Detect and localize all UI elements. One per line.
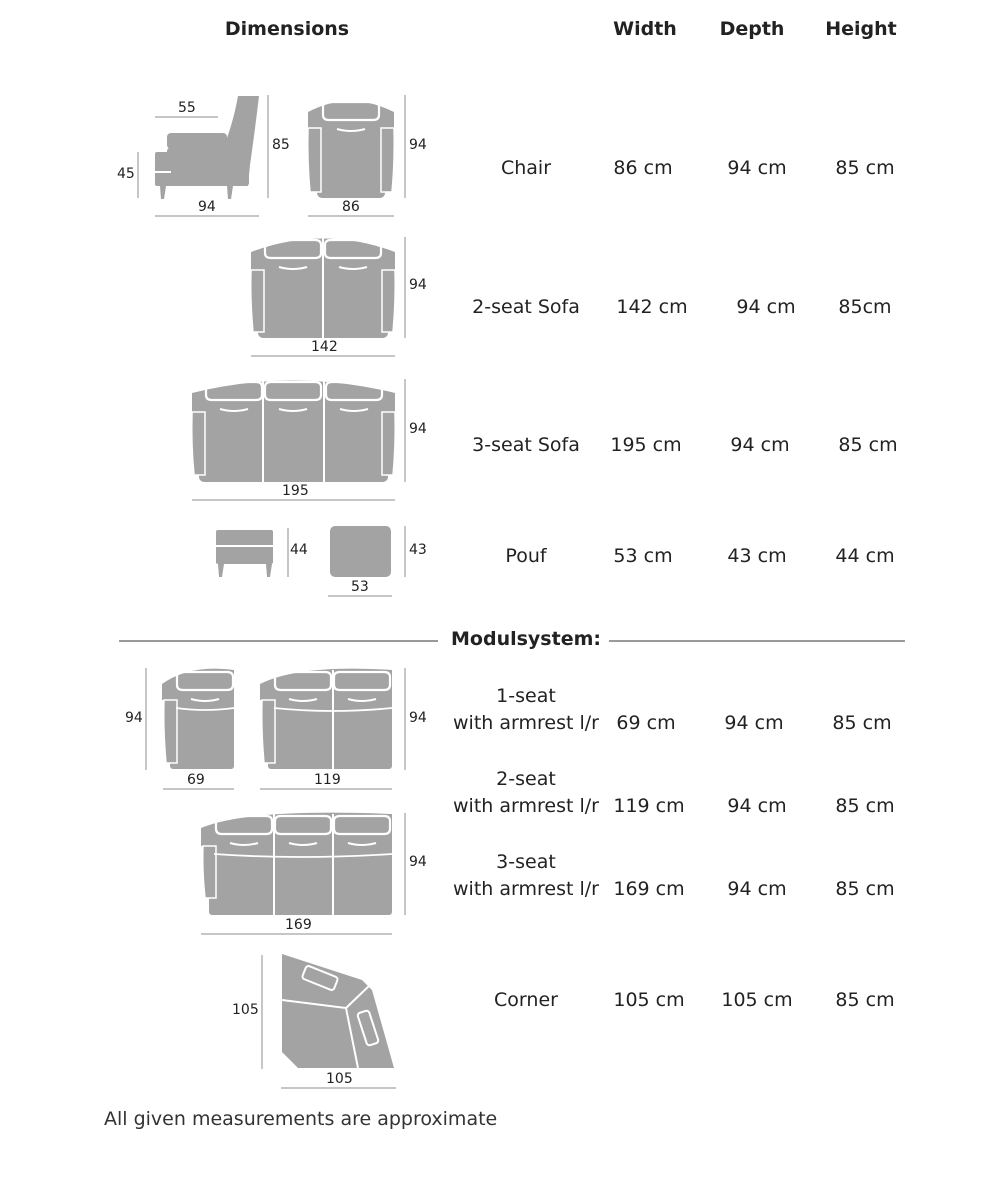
row-depth: 94 cm [736,296,796,318]
chair-side-view [138,95,268,216]
row-name: Pouf [505,545,547,567]
chair-side-height-label: 85 [272,137,290,153]
module-name-line2: with armrest l/r [453,878,599,900]
mod2-depth-label: 94 [409,710,427,726]
approximation-footnote: All given measurements are approximate [104,1108,498,1130]
module-depth: 94 cm [724,712,784,734]
module-height: 85 cm [835,878,895,900]
module-height: 85 cm [835,795,895,817]
row-width: 195 cm [610,434,682,456]
row-name: Chair [500,157,552,179]
row-height: 85cm [838,296,892,318]
module-name-line2: with armrest l/r [453,712,599,734]
module-height: 85 cm [835,989,895,1011]
module-width: 105 cm [613,989,685,1011]
mod3-width-label: 169 [285,917,312,933]
modulsystem-heading: Modulsystem: [451,628,601,650]
row-depth: 94 cm [727,157,787,179]
mod1-depth-label: 94 [125,710,143,726]
corner-module-drawing [262,954,396,1088]
module-width: 119 cm [613,795,685,817]
sofa2-height-label: 94 [409,277,427,293]
pouf-width-label: 53 [351,579,369,595]
mod3-depth-label: 94 [409,854,427,870]
row-width: 86 cm [613,157,673,179]
module-3-seat-drawing [201,813,405,934]
height-heading: Height [825,18,897,40]
row-depth: 94 cm [730,434,790,456]
row-name: 2-seat Sofa [472,296,580,318]
module-name: Corner [494,989,558,1011]
mod1-width-label: 69 [187,772,205,788]
width-heading: Width [613,18,677,40]
module-name-line1: 3-seat [496,851,556,873]
row-depth: 43 cm [727,545,787,567]
corner-width-label: 105 [326,1071,353,1087]
chair-side-top-label: 55 [178,100,196,116]
module-1-seat-drawing [146,668,234,789]
mod2-width-label: 119 [314,772,341,788]
sofa-3-seat-drawing [192,379,405,500]
module-name-line1: 1-seat [496,685,556,707]
chair-front-width-label: 86 [342,199,360,215]
chair-side-seat-label: 45 [117,166,135,182]
pouf-top-depth-label: 43 [409,542,427,558]
sofa3-height-label: 94 [409,421,427,437]
module-width: 169 cm [613,878,685,900]
chair-front-height-label: 94 [409,137,427,153]
sofa3-width-label: 195 [282,483,309,499]
module-name-line2: with armrest l/r [453,795,599,817]
corner-depth-label: 105 [232,1002,259,1018]
module-width: 69 cm [616,712,676,734]
chair-side-depth-label: 94 [198,199,216,215]
dimensions-heading: Dimensions [224,18,350,40]
pouf-drawing [216,526,405,596]
chair-front-view [308,95,405,216]
module-height: 85 cm [832,712,892,734]
depth-heading: Depth [719,18,785,40]
module-name-line1: 2-seat [496,768,556,790]
row-height: 44 cm [835,545,895,567]
pouf-height-label: 44 [290,542,308,558]
row-height: 85 cm [835,157,895,179]
divider-right [609,640,905,642]
row-name: 3-seat Sofa [472,434,580,456]
row-height: 85 cm [838,434,898,456]
row-width: 53 cm [613,545,673,567]
divider-left [119,640,438,642]
sofa2-width-label: 142 [311,339,338,355]
module-depth: 94 cm [727,795,787,817]
module-2-seat-drawing [260,668,405,789]
row-width: 142 cm [616,296,688,318]
module-depth: 105 cm [721,989,793,1011]
module-depth: 94 cm [727,878,787,900]
